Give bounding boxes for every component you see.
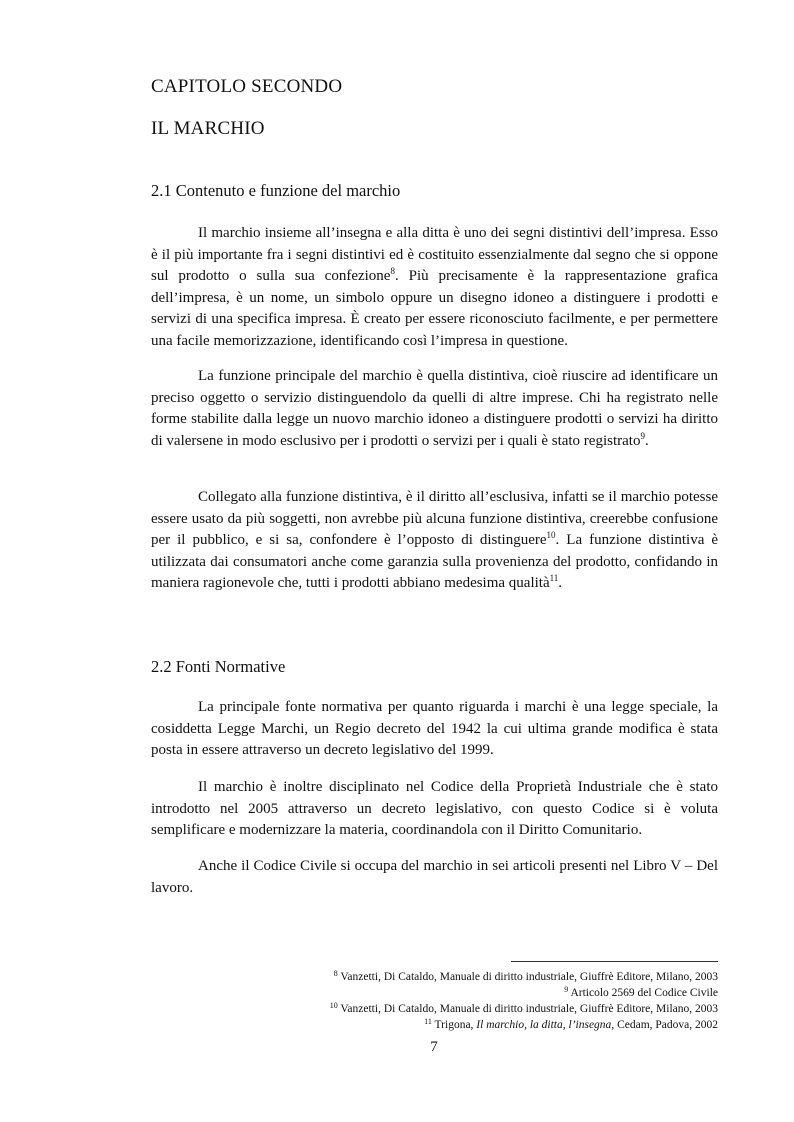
- footnote-text: , Cedam, Padova, 2002: [611, 1019, 718, 1031]
- paragraph: Anche il Codice Civile si occupa del marchio in sei articoli presenti nel Libro V – Del lavoro.: [151, 858, 718, 896]
- footnote-9: [151, 986, 718, 1000]
- page-number: 7: [430, 1039, 438, 1055]
- footnote-8: [151, 970, 718, 984]
- footnote-ref-11[interactable]: 11: [549, 573, 559, 584]
- paragraph-text: .: [644, 432, 649, 449]
- paragraph-text: La funzione principale del marchio è quella distintiva, cioè riuscire ad identificare un preciso oggetto o servizio distinguendolo da quelli di altre imprese. Chi ha registrato nelle forme stabilite dalla legge un nuovo marchio idoneo a distinguere prodotti o servizi ha diritto di valersene in modo esclusivo per i prodotti o servizi per i quali è stato registrato: [151, 368, 718, 449]
- paragraph: [151, 366, 718, 452]
- footnote-ref-10[interactable]: 10: [546, 530, 556, 541]
- footnote-ref-9[interactable]: 9: [640, 430, 645, 441]
- paragraph-text: Il marchio insieme all’insegna e alla ditta è uno dei segni distintivi dell’impresa. Esso è il più importante fra i segni distintivi ed è costituito essenzialmente dal segno che si oppone sul prodotto o sulla sua confezione: [151, 225, 718, 285]
- paragraph: La principale fonte normativa per quanto riguarda i marchi è una legge speciale, la cosiddetta Legge Marchi, un Regio decreto del 1942 la cui ultima grande modifica è stata posta in essere attraverso un decreto legislativo del 1999.: [151, 699, 718, 759]
- paragraph-text: Collegato alla funzione distintiva, è il diritto all’esclusiva, infatti se il marchio potesse essere usato da più soggetti, non avrebbe più alcuna funzione distintiva, creerebbe confusione per il pubblico, e si sa, confondere è l’opposto di distinguere: [151, 489, 718, 549]
- footnote-number: 8: [333, 969, 338, 978]
- footnote-title-italic: Il marchio, la ditta, l’insegna: [476, 1019, 612, 1031]
- paragraph-text: . La funzione distintiva è utilizzata dai consumatori anche come garanzia sulla provenienza del prodotto, confidando in maniera ragionevole che, tutti i prodotti abbiano medesima qualità: [151, 532, 719, 592]
- paragraph-text: .: [558, 575, 563, 592]
- footnote-text: Trigona,: [434, 1019, 477, 1031]
- footnote-10: [151, 1002, 718, 1016]
- paragraph: Il marchio è inoltre disciplinato nel Codice della Proprietà Industriale che è stato introdotto nel 2005 attraverso un decreto legislativo, con questo Codice si è voluta semplificare e modernizzare la materia, coordinandola con il Diritto Comunitario.: [151, 779, 718, 839]
- paragraph-text: . Più precisamente è la rappresentazione grafica dell’impresa, è un nome, un simbolo oppure un disegno idoneo a distinguere i prodotti e servizi di una specifica impresa. È creato per essere riconosciuto facilmente, e per permettere una facile memorizzazione, identificando così l’impresa in questione.: [151, 268, 718, 349]
- footnote-ref-8[interactable]: 8: [390, 266, 395, 277]
- section-heading-2-2: 2.2 Fonti Normative: [151, 657, 286, 676]
- footnote-number: 10: [329, 1001, 338, 1010]
- paragraph: [151, 487, 718, 595]
- footnote-text: Articolo 2569 del Codice Civile: [570, 987, 718, 999]
- section-heading-2-1: 2.1 Contenuto e funzione del marchio: [151, 181, 401, 200]
- chapter-title: IL MARCHIO: [151, 118, 265, 139]
- chapter-label: CAPITOLO SECONDO: [151, 76, 343, 97]
- footnote-number: 9: [564, 985, 569, 994]
- footnotes: [151, 970, 718, 1034]
- paragraph: [151, 223, 718, 353]
- footnote-separator: [511, 961, 718, 962]
- footnote-number: 11: [424, 1017, 432, 1026]
- footnote-text: Vanzetti, Di Cataldo, Manuale di diritto industriale, Giuffrè Editore, Milano, 2003: [340, 1003, 718, 1015]
- footnote-text: Vanzetti, Di Cataldo, Manuale di diritto industriale, Giuffrè Editore, Milano, 2003: [340, 971, 718, 983]
- footnote-11: [151, 1018, 718, 1032]
